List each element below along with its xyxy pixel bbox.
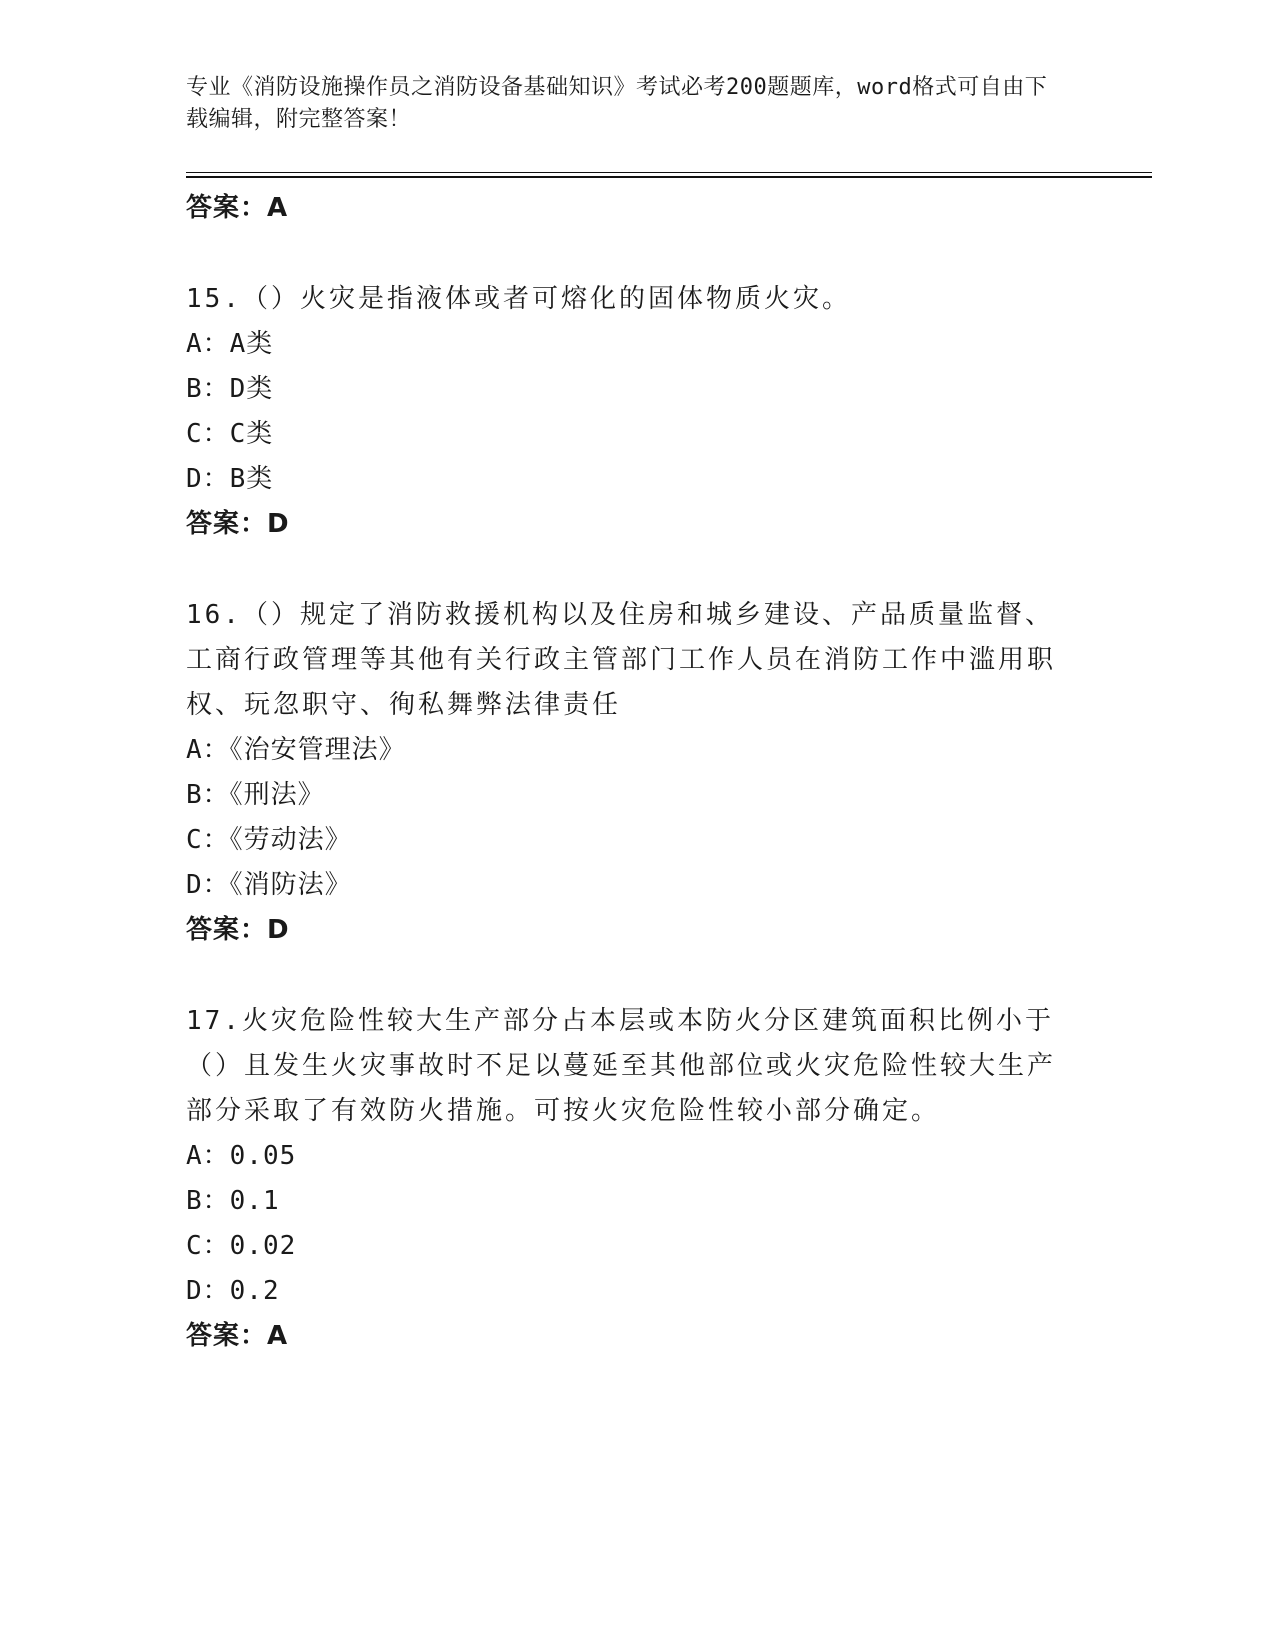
question-16 xyxy=(186,593,1066,953)
option-d: D：0.2 xyxy=(186,1276,280,1306)
option-c: C：《劳动法》 xyxy=(186,825,352,855)
spacer xyxy=(186,953,1066,999)
option-b: B：0.1 xyxy=(186,1186,280,1216)
option-d: D：B类 xyxy=(186,464,274,494)
option-c: C：0.02 xyxy=(186,1231,297,1261)
header-rule-thin xyxy=(186,172,1152,173)
document-header: 专业《消防设施操作员之消防设备基础知识》考试必考200题题库，word格式可自由下载编辑，附完整答案！ xyxy=(186,75,1048,132)
question-stem: 16.（）规定了消防救援机构以及住房和城乡建设、产品质量监督、工商行政管理等其他有关行政主管部门工作人员在消防工作中滥用职权、玩忽职守、徇私舞弊法律责任 xyxy=(186,600,1057,720)
option-c: C：C类 xyxy=(186,419,274,449)
question-list xyxy=(186,186,1066,1359)
question-answer: 答案：D xyxy=(186,915,290,945)
option-a: A：A类 xyxy=(186,329,274,359)
spacer xyxy=(186,231,1066,277)
question-stem: 17.火灾危险性较大生产部分占本层或本防火分区建筑面积比例小于（）且发生火灾事故时不足以蔓延至其他部位或火灾危险性较大生产部分采取了有效防火措施。可按火灾危险性较小部分确定。 xyxy=(186,1006,1057,1126)
question-answer: 答案：D xyxy=(186,509,290,539)
question-stem: 15.（）火灾是指液体或者可熔化的固体物质火灾。 xyxy=(186,284,851,314)
option-a: A：《治安管理法》 xyxy=(186,735,406,765)
previous-answer: 答案：A xyxy=(186,193,289,223)
question-answer: 答案：A xyxy=(186,1321,289,1351)
option-a: A：0.05 xyxy=(186,1141,297,1171)
question-17 xyxy=(186,999,1066,1359)
spacer xyxy=(186,547,1066,593)
header-rule-thick xyxy=(186,176,1152,178)
option-d: D：《消防法》 xyxy=(186,870,352,900)
option-b: B：《刑法》 xyxy=(186,780,325,810)
option-b: B：D类 xyxy=(186,374,274,404)
question-15 xyxy=(186,277,1066,547)
